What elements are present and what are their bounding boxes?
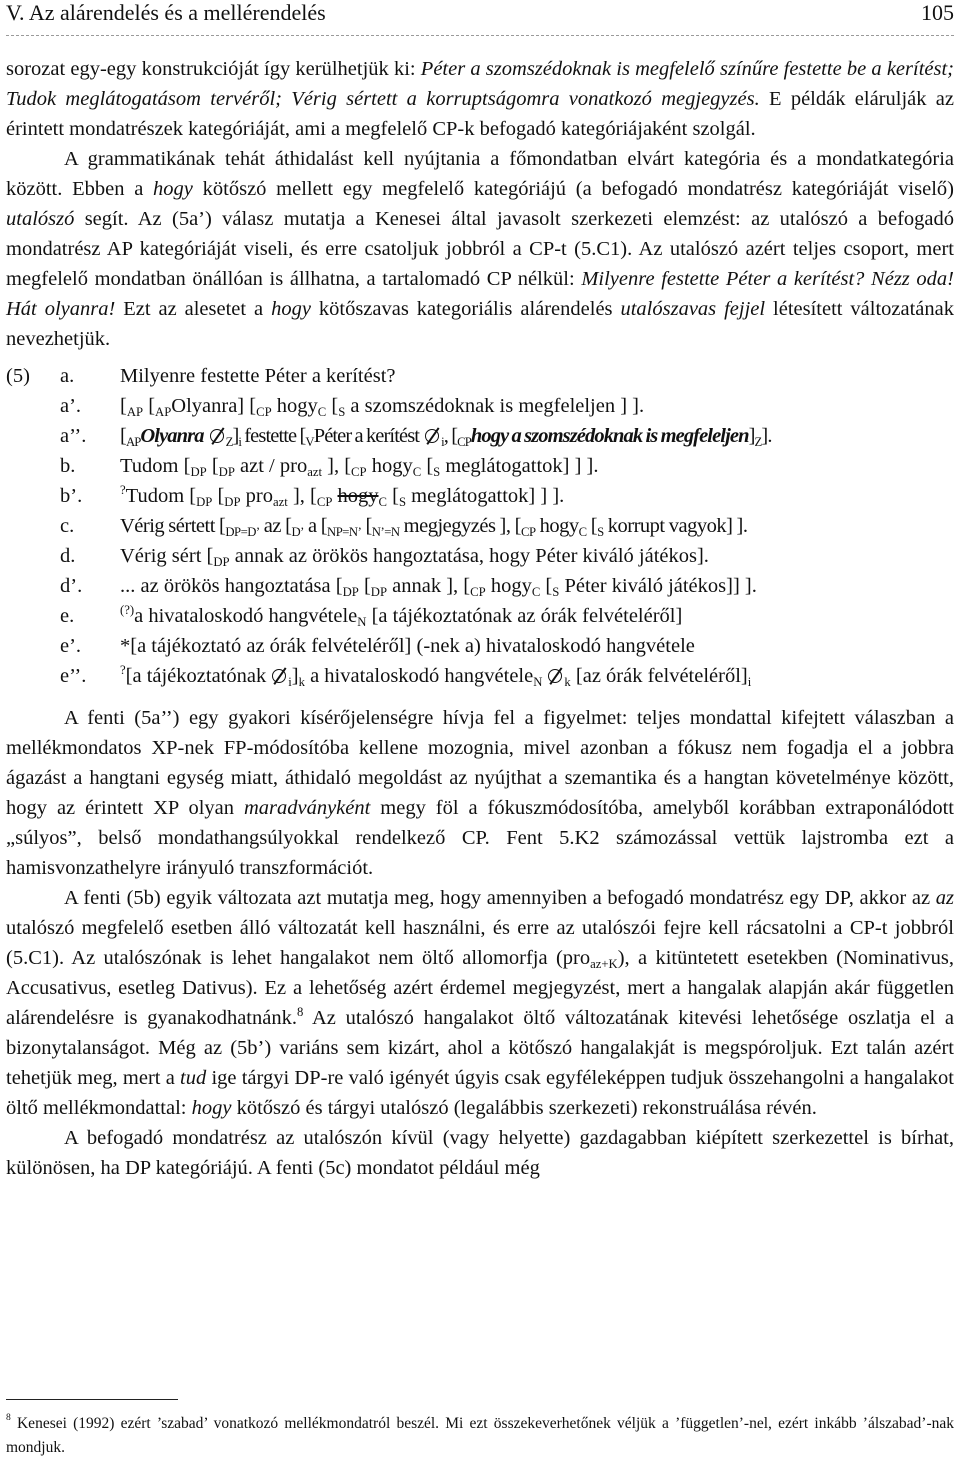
header-rule bbox=[6, 35, 954, 36]
paragraph-4: A fenti (5b) egyik változata azt mutatja meg, hogy amennyiben a befogadó mondatrész egy DP, akkor az az utalószó megfelelő esetben álló változatát kell használni, és erre az utalószói fejre kell rácsatolni a CP-t jobbról (5.C1). Az utalószónak is lehet hangalakot nem öltő allomorfja (pro$_{az+K}$), a kitüntetett esetekben (Nominativus, Accusativus, esetleg Dativus). Ez a lehetőség azért érdemel megjegyzést, mert a hangalak alapján akár független alárendelésre is gyanakodhatnánk.$^8$ Az utalószó hangalakot öltő változatának kitevési lehetősége oszlatja el a bizonytalanságot. Még az (5b’) variáns sem kizárt, ahol a kötőszó hangalakját is megspóroljuk. Ezt talán azért tehetjük meg, mert a tud ige tárgyi DP-re való igényét úgyis csak egyféleképpen tudjuk összehangolni a hangalakot öltő mellékmondattal: hogy kötőszó és tárgyi utalószó (legalábbis szerkezeti) rekonstruálása révén. bbox=[6, 887, 954, 1119]
example-row-a2: a’’. [$_{AP}Olyanra$ $_Z]_i$ festette [$_VPéter$ a kerítést $_i$, [$_{CP}hogy$ a szomszédoknak is $megfeleljen]_Z$]. bbox=[60, 425, 772, 449]
example-row-e1: e’. *[a tájékoztató az órák felvételéről] (-nek a) hivataloskodó hangvétele bbox=[60, 635, 695, 657]
footnote-rule bbox=[6, 1399, 178, 1400]
example-row-a: (5) a. Milyenre festette Péter a kerítést? bbox=[6, 361, 954, 391]
paragraph-3: A fenti (5a’’) egy gyakori kísérőjelenségre hívja fel a figyelmet: teljes mondattal kifejtett válaszban a mellékmondatos XP-nek FP-módosítóba kellene mozognia, mivel azonban a fókusz nem fogadja el a jobbra ágazást a hangtani egység miatt, áthidaló megoldást az nyújthat a szemantika és a hangtan követelménye között, hogy az érintett XP olyan maradványként megy föl a fókuszmódosítóba, amelyből korábban extraponálódott „súlyos”, belső mondathangsúlyokkal rendelkező CP. Fent 5.K2 számozással vettük lajstromba ezt a hamisvonzathelyre irányuló transzformációt. bbox=[6, 707, 954, 879]
paragraph-5: A befogadó mondatrész az utalószón kívül (vagy helyette) gazdagabban kiépített szerkezettel is bírhat, különösen, ha DP kategóriájú. A fenti (5c) mondatot például még bbox=[6, 1127, 954, 1179]
example-row-c: c. Vérig sértett [$_{DP=D’}$ az [$_{D’}$ a [$_{NP=N’}$ [$_{N’=N}$ megjegyzés ], [$_{CP}$ hogy$_C$ [$_S$ korrupt vagyok] ]. bbox=[60, 515, 748, 539]
example-row-e: e. (?)a hivataloskodó hangvétele$_N$ [a tájékoztatónak az órák felvételéről] bbox=[60, 603, 683, 629]
footnote-number: 8 bbox=[6, 1412, 11, 1423]
example-row-e2: e’’. ?[a tájékoztatónak $_i]_k$ a hivataloskodó hangvétele$_N$ $_k$ [az órák $felvételéről]_i$ bbox=[60, 663, 752, 689]
body-text bbox=[6, 54, 954, 1183]
footnote-text: Kenesei (1992) ezért ’szabad’ vonatkozó mellékmondatról beszél. Mi ezt összekeverhetőnek véljük a ’független’-nel, ezért inkább ’álszabad’-nak mondjuk. bbox=[6, 1415, 954, 1456]
running-header bbox=[6, 0, 954, 36]
paragraph-2: A grammatikának tehát áthidalást kell nyújtania a főmondatban elvárt kategória és a mondatkategória között. Ebben a hogy kötőszó mellett egy megfelelő kategóriájú (a befogadó mondatrész kategóriáját viselő) utalószó segít. Az (5a’) válasz mutatja a Kenesei által javasolt szerkezeti elemzést: az utalószó a befogadó mondatrész AP kategóriáját viseli, és erre csatoljuk jobbról a CP-t (5.C1). Az utalószó azért teljes csoport, mert megfelelő mondatban önállóan is állhatna, a tartalomadó CP nélkül: Milyenre festette Péter a kerítést? Nézz oda! Hát olyanra! Ezt az alesetet a hogy kötőszavas kategoriális alárendelés utalószavas fejjel létesített változatának nevezhetjük. bbox=[6, 148, 955, 350]
page-number: 105 bbox=[921, 0, 954, 25]
paragraph-1: sorozat egy-egy konstrukcióját így kerülhetjük ki: Péter a szomszédoknak is megfelelő színűre festette be a kerítést; Tudok meglátogatásom tervéről; Vérig sértett a korruptságomra vonatkozó megjegyzés. E példák elárulják az érintett mondatrészek kategóriáját, ami a megfelelő CP-k befogadó kategóriájaként szolgál. bbox=[6, 58, 954, 140]
empty-set-icon bbox=[272, 669, 286, 683]
empty-set-icon bbox=[425, 429, 439, 443]
empty-set-icon bbox=[210, 429, 224, 443]
example-row-a1: a’. [$_{AP}$ $[_{AP}Olyanra]$ [$_{CP}$ hogy$_C$ [$_S$ a szomszédoknak is megfeleljen ] ]. bbox=[60, 395, 645, 419]
example-number: (5) bbox=[6, 365, 30, 387]
footnote bbox=[6, 1412, 954, 1460]
example-row-d: d. Vérig sért [$_{DP}$ annak az örökös hangoztatása, hogy Péter kiváló játékos]. bbox=[60, 545, 709, 569]
footnote-reference[interactable]: 8 bbox=[296, 1005, 304, 1019]
example-row-d1: d’. ... az örökös hangoztatása [$_{DP}$ [$_{DP}$ annak ], [$_{CP}$ hogy$_C$ [$_S$ Péter kiváló játékos]] ]. bbox=[60, 575, 757, 599]
running-title: V. Az alárendelés és a mellérendelés bbox=[6, 0, 326, 25]
example-row-b: b. Tudom [$_{DP}$ [$_{DP}$ azt / pro$_{azt}$ ], [$_{CP}$ hogy$_C$ [$_S$ meglátogattok] ] ]. bbox=[60, 455, 599, 479]
example-5 bbox=[6, 361, 954, 691]
example-row-b1: b’. ?Tudom [$_{DP}$ [$_{DP}$ pro$_{azt}$ ], [$_{CP}$ hogy$_C$ [$_S$ meglátogattok] ] ]. bbox=[60, 483, 565, 509]
empty-set-icon bbox=[548, 669, 562, 683]
